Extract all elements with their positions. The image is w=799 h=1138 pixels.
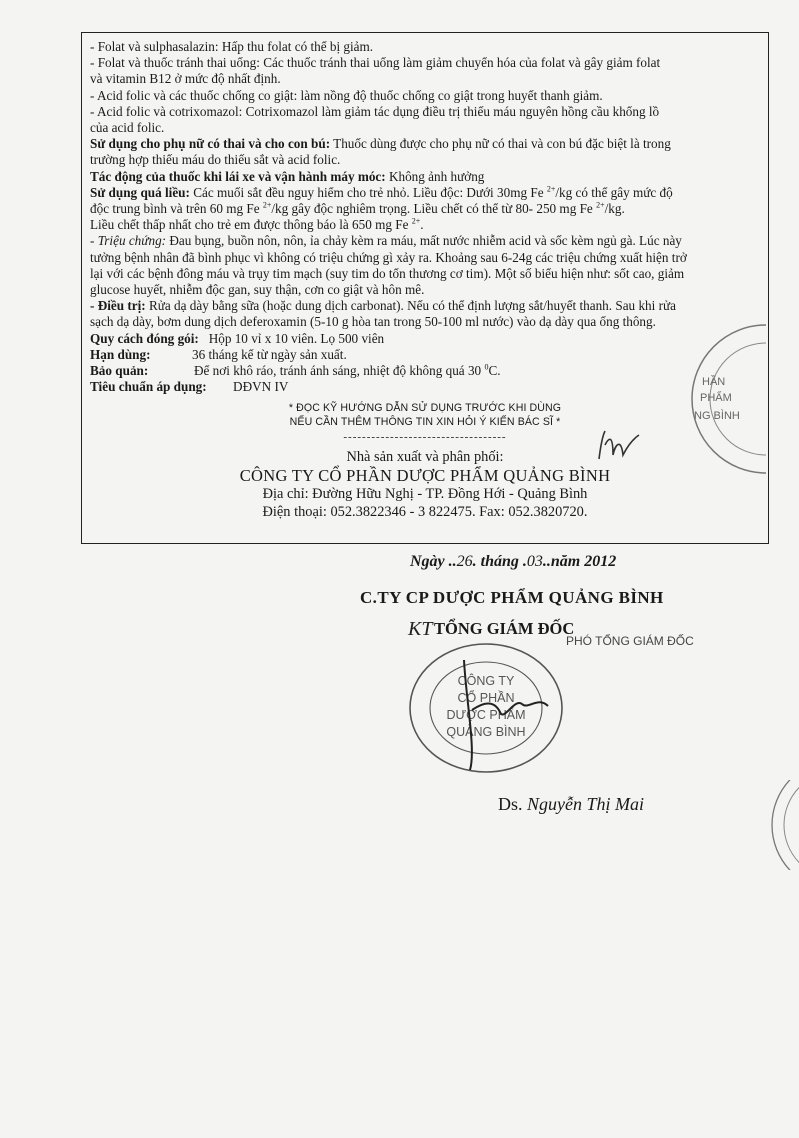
overdose-line	[90, 217, 760, 233]
superscript: 2+	[262, 201, 272, 210]
stamp-line: CÔNG TY	[457, 674, 515, 688]
expiry-text: 36 tháng kể từ ngày sản xuất.	[192, 346, 347, 362]
pregnancy-text: Thuốc dùng được cho phụ nữ có thai và con bú đặc biệt là trong	[330, 136, 671, 152]
treatment-text: Rửa dạ dày bằng sữa (hoặc dung dịch carbonat). Nếu có thể định lượng sắt/huyết thanh. Sau khi rửa	[145, 298, 676, 314]
overdose-section	[90, 185, 760, 201]
expiry-section	[90, 347, 760, 363]
edge-stamp-fragment	[758, 780, 799, 870]
storage-unit: C.	[488, 363, 501, 379]
packing-label: Quy cách đóng gói:	[90, 330, 199, 346]
overdose-text: /kg.	[604, 201, 625, 217]
storage-section	[90, 363, 760, 379]
overdose-label: Sử dụng quá liều:	[90, 184, 190, 200]
signer-name-block	[498, 794, 644, 815]
driving-section	[90, 169, 760, 185]
signer-mark: KT	[408, 618, 433, 640]
symptoms-text: Đau bụng, buồn nôn, nôn, ỉa chảy kèm ra máu, mất nước nhiễm acid và sốc kèm ngủ gà. Lúc này	[166, 233, 682, 249]
signer-name: Nguyễn Thị Mai	[527, 794, 645, 814]
overdose-text: /kg có thể gây mức độ	[555, 184, 673, 200]
driving-text: Không ảnh hưởng	[385, 168, 485, 184]
notice-line: * ĐỌC KỸ HƯỚNG DẪN SỬ DỤNG TRƯỚC KHI DÙNG	[288, 402, 562, 415]
signing-date	[410, 553, 616, 571]
superscript: 2+	[411, 217, 421, 226]
standard-section	[90, 379, 760, 395]
overdose-line	[90, 201, 760, 217]
signer-prefix: Ds.	[498, 794, 523, 814]
company-phone: Điện thoại: 052.3822346 - 3 822475. Fax: 052.3820720.	[262, 503, 588, 520]
pregnancy-label: Sử dụng cho phụ nữ có thai và cho con bú:	[90, 136, 331, 152]
interaction-line: - Acid folic và các thuốc chống co giật: làm nồng độ thuốc chống co giật trong huyết thanh giảm.	[90, 87, 603, 103]
symptoms-line: tưởng bệnh nhân đã bình phục vì không có triệu chứng gì xảy ra. Khoảng sau 6-24g các triệu chứng xuất hiện trở	[90, 249, 687, 265]
packing-text: Hộp 10 vỉ x 10 viên. Lọ 500 viên	[208, 330, 385, 346]
standard-text: DĐVN IV	[233, 379, 289, 395]
interaction-line: - Acid folic và cotrixomazol: Cotrixomazol làm giảm tác dụng điều trị thiếu máu nguyên hồng cầu khổng lồ	[90, 103, 660, 119]
treatment-label: - Điều trị:	[90, 298, 146, 314]
date-text: ..năm 2012	[542, 553, 617, 570]
standard-label: Tiêu chuẩn áp dụng:	[90, 379, 207, 395]
notice-line: NẾU CẦN THÊM THÔNG TIN XIN HỎI Ý KIẾN BÁC SĨ *	[289, 416, 561, 429]
overdose-text: .	[420, 217, 424, 233]
treatment-section	[90, 298, 760, 314]
company-address: Địa chỉ: Đường Hữu Nghị - TP. Đồng Hới - Quảng Bình	[262, 485, 588, 502]
superscript: 2+	[596, 201, 605, 210]
signer-title: TỔNG GIÁM ĐỐC	[434, 619, 575, 638]
symptoms-section	[90, 233, 760, 249]
stamp-line: DƯỢC PHẨM	[446, 708, 526, 722]
symptoms-line: lại với các bệnh đông máu và trụy tim mạch (suy tim do tổn thương cơ tim). Một số biểu hiện như: sốt cao, giảm	[90, 265, 685, 281]
date-month: 03	[526, 553, 543, 570]
treatment-line: sạch dạ dày, bơm dung dịch deferoxamin (5-10 g hòa tan trong 50-100 ml nước) vào dạ dày qua ống thông.	[90, 314, 656, 330]
superscript: 2+	[546, 184, 556, 194]
interaction-line: - Folat và sulphasalazin: Hấp thu folat có thể bị giảm.	[90, 39, 374, 54]
svg-text:NG BÌNH: NG BÌNH	[694, 410, 740, 422]
storage-label: Bảo quản:	[90, 363, 149, 379]
expiry-label: Hạn dùng:	[90, 346, 151, 362]
date-text: Ngày ..	[410, 553, 457, 570]
svg-text:PHẨM: PHẨM	[700, 392, 732, 404]
maker-label: Nhà sản xuất và phân phối:	[346, 448, 504, 465]
pregnancy-text-cont: trường hợp thiếu máu do thiếu sắt và acid folic.	[90, 152, 341, 168]
packing-section	[90, 331, 760, 347]
company-stamp	[404, 640, 574, 780]
overdose-text: /kg gây độc nghiêm trọng. Liều chết có thể từ 80- 250 mg Fe	[271, 201, 597, 217]
partial-stamp	[686, 319, 766, 479]
interaction-line: của acid folic.	[90, 120, 165, 136]
storage-text: Để nơi khô ráo, tránh ánh sáng, nhiệt độ không quá 30	[194, 363, 485, 379]
stamp-line: CỔ PHẦN	[457, 691, 515, 705]
overdose-text: Các muối sắt đều nguy hiểm cho trẻ nhỏ. Liều độc: Dưới 30mg Fe	[189, 184, 547, 200]
driving-label: Tác động của thuốc khi lái xe và vận hành máy móc:	[90, 168, 386, 184]
svg-text:HẦN: HẦN	[702, 376, 726, 388]
superscript: 0	[484, 363, 489, 372]
leaflet-box	[81, 32, 769, 544]
signer-company: C.TY CP DƯỢC PHẨM QUẢNG BÌNH	[360, 588, 664, 607]
date-text: . tháng .	[472, 553, 527, 570]
date-day: 26	[456, 553, 473, 570]
company-name: CÔNG TY CỔ PHẦN DƯỢC PHẨM QUẢNG BÌNH	[239, 465, 611, 485]
interaction-line: - Folat và thuốc tránh thai uống: Các thuốc tránh thai uống làm giảm chuyển hóa của folat và gây giảm folat	[90, 55, 661, 71]
divider: -----------------------------------	[343, 431, 507, 444]
symptoms-line: glucose huyết, nhiễm độc gan, suy thận, cơn co giật và hôn mê.	[90, 282, 425, 298]
signer-vice-title: PHÓ TỔNG GIÁM ĐỐC	[566, 634, 694, 648]
symptoms-label: - Triệu chứng:	[90, 233, 167, 249]
stamp-line: QUẢNG BÌNH	[446, 725, 526, 739]
overdose-text: Liều chết thấp nhất cho trẻ em được thông báo là 650 mg Fe	[90, 217, 412, 233]
overdose-text: độc trung bình và trên 60 mg Fe	[90, 201, 263, 217]
interaction-line: và vitamin B12 ở mức độ nhất định.	[90, 71, 281, 87]
pregnancy-section	[90, 136, 760, 152]
handwritten-initial	[595, 425, 649, 465]
